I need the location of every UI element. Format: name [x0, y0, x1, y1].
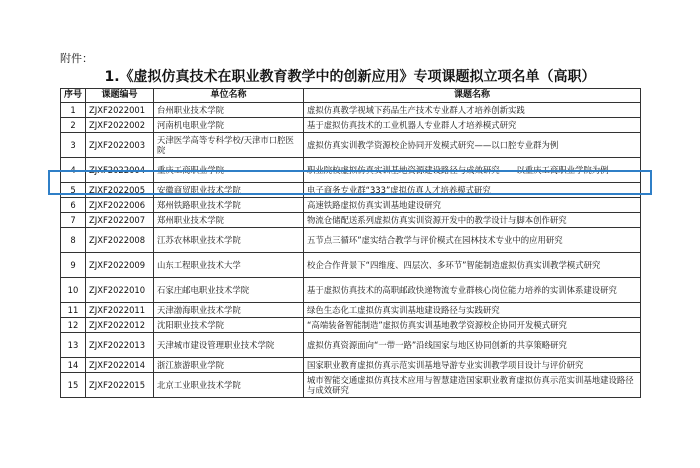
row-topic: 虚拟仿真资源面向“一带一路”沿线国家与地区协同创新的共享策略研究: [304, 333, 641, 358]
row-code: ZJXF2022012: [86, 318, 154, 333]
row-code: ZJXF2022004: [86, 158, 154, 183]
row-no: 14: [61, 358, 86, 373]
row-code: ZJXF2022013: [86, 333, 154, 358]
row-code: ZJXF2022010: [86, 278, 154, 303]
header-no: 序号: [61, 89, 86, 103]
table-row: [61, 118, 641, 133]
row-unit: 天津医学高等专科学校/天津市口腔医院: [154, 133, 304, 158]
row-code: ZJXF2022008: [86, 228, 154, 253]
row-unit: 郑州铁路职业技术学院: [154, 198, 304, 213]
table-row: [61, 213, 641, 228]
table-header-row: [61, 89, 641, 103]
row-no: 1: [61, 103, 86, 118]
row-no: 2: [61, 118, 86, 133]
row-topic: 电子商务专业群“333”虚拟仿真人才培养模式研究: [304, 183, 641, 198]
table-row: [61, 333, 641, 358]
table-row: [61, 303, 641, 318]
row-topic: 物流仓储配送系列虚拟仿真实训资源开发中的教学设计与脚本创作研究: [304, 213, 641, 228]
row-topic: 绿色生态化工虚拟仿真实训基地建设路径与实践研究: [304, 303, 641, 318]
attachment-label: 附件：: [60, 52, 93, 65]
row-code: ZJXF2022015: [86, 373, 154, 398]
table-row: [61, 358, 641, 373]
row-topic: “高端装备智能制造”虚拟仿真实训基地教学资源校企协同开发模式研究: [304, 318, 641, 333]
row-no: 4: [61, 158, 86, 183]
row-code: ZJXF2022009: [86, 253, 154, 278]
table-row: [61, 103, 641, 118]
row-unit: 山东工程职业技术大学: [154, 253, 304, 278]
header-code: 课题编号: [86, 89, 154, 103]
row-no: 9: [61, 253, 86, 278]
row-no: 7: [61, 213, 86, 228]
table-row: [61, 198, 641, 213]
row-unit: 石家庄邮电职业技术学院: [154, 278, 304, 303]
row-code: ZJXF2022003: [86, 133, 154, 158]
table-row: [61, 373, 641, 398]
table-row: [61, 253, 641, 278]
row-no: 10: [61, 278, 86, 303]
table-row: [61, 318, 641, 333]
row-code: ZJXF2022014: [86, 358, 154, 373]
row-unit: 沈阳职业技术学院: [154, 318, 304, 333]
row-unit: 安徽商贸职业技术学院: [154, 183, 304, 198]
row-topic: 校企合作背景下“四维度、四层次、多环节”智能制造虚拟仿真实训教学模式研究: [304, 253, 641, 278]
row-code: ZJXF2022002: [86, 118, 154, 133]
row-topic: 城市智能交通虚拟仿真技术应用与智慧建造国家职业教育虚拟仿真示范实训基地建设路径与成效研究: [304, 373, 641, 398]
header-unit: 单位名称: [154, 89, 304, 103]
row-unit: 天津渤海职业技术学院: [154, 303, 304, 318]
row-no: 11: [61, 303, 86, 318]
row-topic: 五节点三循环”虚实结合教学与评价模式在园林技术专业中的应用研究: [304, 228, 641, 253]
row-unit: 江苏农林职业技术学院: [154, 228, 304, 253]
document-title: 1.《虚拟仿真技术在职业教育教学中的创新应用》专项课题拟立项名单（高职）: [104, 69, 596, 85]
row-unit: 河南机电职业学院: [154, 118, 304, 133]
row-unit: 浙江旅游职业学院: [154, 358, 304, 373]
row-code: ZJXF2022001: [86, 103, 154, 118]
header-topic: 课题名称: [304, 89, 641, 103]
table-row: [61, 278, 641, 303]
row-no: 13: [61, 333, 86, 358]
row-code: ZJXF2022011: [86, 303, 154, 318]
row-unit: 郑州职业技术学院: [154, 213, 304, 228]
table-row: [61, 228, 641, 253]
table-row: [61, 133, 641, 158]
row-code: ZJXF2022007: [86, 213, 154, 228]
row-topic: 虚拟仿真教学视域下药品生产技术专业群人才培养创新实践: [304, 103, 641, 118]
row-topic: 职业院校虚拟仿真实训基地资源建设路径与成效研究——以重庆工商职业学院为例: [304, 158, 641, 183]
row-no: 6: [61, 198, 86, 213]
row-no: 5: [61, 183, 86, 198]
row-topic: 基于虚拟仿真技术的工业机器人专业群人才培养模式研究: [304, 118, 641, 133]
row-no: 15: [61, 373, 86, 398]
row-code: ZJXF2022005: [86, 183, 154, 198]
row-code: ZJXF2022006: [86, 198, 154, 213]
row-topic: 虚拟仿真实训教学资源校企协同开发模式研究——以口腔专业群为例: [304, 133, 641, 158]
row-topic: 高速铁路虚拟仿真实训基地建设研究: [304, 198, 641, 213]
row-unit: 天津城市建设管理职业技术学院: [154, 333, 304, 358]
row-no: 8: [61, 228, 86, 253]
row-unit: 台州职业技术学院: [154, 103, 304, 118]
row-no: 3: [61, 133, 86, 158]
table-row-highlighted: [61, 183, 641, 198]
row-topic: 国家职业教育虚拟仿真示范实训基地导游专业实训教学项目设计与评价研究: [304, 358, 641, 373]
row-unit: 重庆工商职业学院: [154, 158, 304, 183]
table-row: [61, 158, 641, 183]
row-no: 12: [61, 318, 86, 333]
row-unit: 北京工业职业技术学院: [154, 373, 304, 398]
row-topic: 基于虚拟仿真技术的高职邮政快递物流专业群核心岗位能力培养的实训体系建设研究: [304, 278, 641, 303]
project-list-table: [60, 88, 641, 398]
